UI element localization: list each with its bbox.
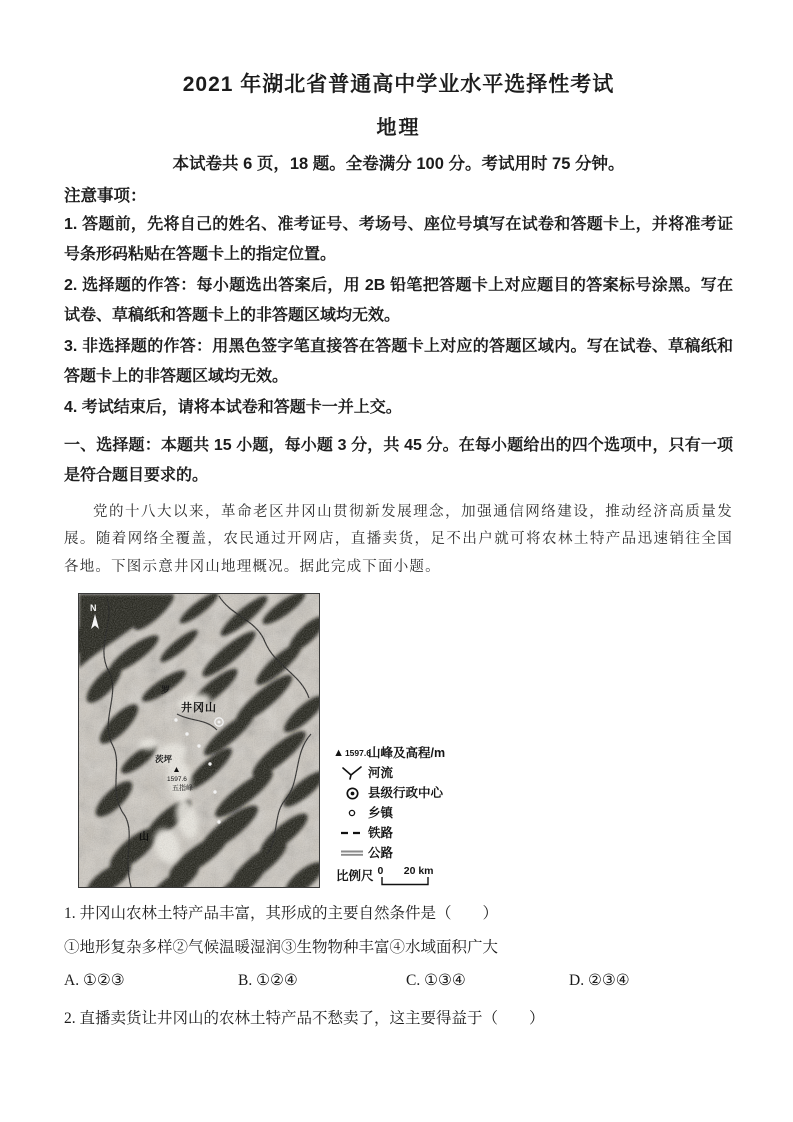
river-icon (340, 766, 364, 780)
scale-bar-icon (378, 877, 436, 886)
peak-icon: ▲ (333, 746, 344, 759)
notice-item-4: 4. 考试结束后，请将本试卷和答题卡一并上交。 (64, 399, 402, 416)
option-d: D. ②③④ (569, 972, 630, 989)
county-center-dot (218, 721, 221, 724)
passage-text: 党的十八大以来，革命老区井冈山贯彻新发展理念，加强通信网络建设，推动经济高质量发展。随着网络全覆盖，农民通过开网店，直播卖货，足不出户就可将农林土特产品迅速销往全国各地。下图示意井冈山地理概况。据此完成下面小题。 (64, 503, 733, 575)
legend-item-road: 公路 (336, 843, 445, 863)
map-label-city: 井冈山 (181, 702, 217, 714)
town-icon (347, 808, 357, 818)
north-label: N (90, 603, 97, 613)
scale-start: 0 (377, 865, 384, 877)
map-label-town2: 茨坪 (155, 754, 173, 764)
scale-label: 比例尺 (336, 869, 374, 883)
map-label-peak-elevation: 1597.6 (167, 776, 187, 783)
legend-item-county-center: 县级行政中心 (336, 783, 445, 803)
legend-item-peak: ▲ 1597.6 山峰及高程/m (333, 746, 446, 760)
exam-title: 2021 年湖北省普通高中学业水平选择性考试 (182, 73, 615, 96)
notice-item-3: 3. 非选择题的作答：用黑色签字笔直接答在答题卡上对应的答题区域内。写在试卷、草稿纸和答题卡上的非答题区域均无效。 (64, 338, 733, 385)
railway-icon (340, 830, 364, 836)
section-heading: 一、选择题：本题共 15 小题，每小题 3 分，共 45 分。在每小题给出的四个选项中，只有一项是符合题目要求的。 (64, 436, 733, 484)
map-label-mountain: 山 (139, 832, 149, 843)
subject-title: 地理 (376, 117, 421, 139)
map-figure (78, 593, 733, 888)
topographic-map-image (78, 593, 320, 888)
map-label-peak-name: 五指峰 (172, 785, 193, 792)
notice-item-2: 2. 选择题的作答：每小题选出答案后，用 2B 铅笔把答题卡上对应题目的答案标号涂黑。写在试卷、草稿纸和答题卡上的非答题区域均无效。 (64, 277, 733, 324)
notice-heading: 注意事项： (64, 187, 147, 205)
map-scale (336, 866, 445, 886)
option-b: B. ①②④ (238, 972, 298, 989)
question-2-text: 2. 直播卖货让井冈山的农林土特产品不愁卖了，这主要得益于（ ） (64, 1010, 545, 1027)
legend-item-town: 乡镇 (336, 803, 445, 823)
notice-item-1: 1. 答题前，先将自己的姓名、准考证号、考场号、座位号填写在试卷和答题卡上，并将准考证号条形码粘贴在答题卡上的指定位置。 (64, 216, 733, 263)
map-legend (333, 743, 446, 888)
legend-item-railway: 铁路 (336, 823, 445, 843)
exam-info-line: 本试卷共 6 页，18 题。全卷满分 100 分。考试用时 75 分钟。 (172, 155, 625, 173)
option-a: A. ①②③ (64, 972, 125, 989)
map-label-town1: 罗 (161, 685, 171, 695)
question-1-options (64, 969, 733, 993)
question-1-text: 1. 井冈山农林土特产品丰富，其形成的主要自然条件是（ ） (64, 905, 499, 922)
county-center-icon (345, 786, 360, 801)
legend-item-river: 河流 (336, 763, 445, 783)
road-icon (340, 849, 364, 857)
scale-end: 20 km (403, 865, 434, 877)
option-c: C. ①③④ (406, 972, 466, 989)
question-1-statements: ①地形复杂多样②气候温暖湿润③生物物种丰富④水域面积广大 (64, 939, 499, 956)
